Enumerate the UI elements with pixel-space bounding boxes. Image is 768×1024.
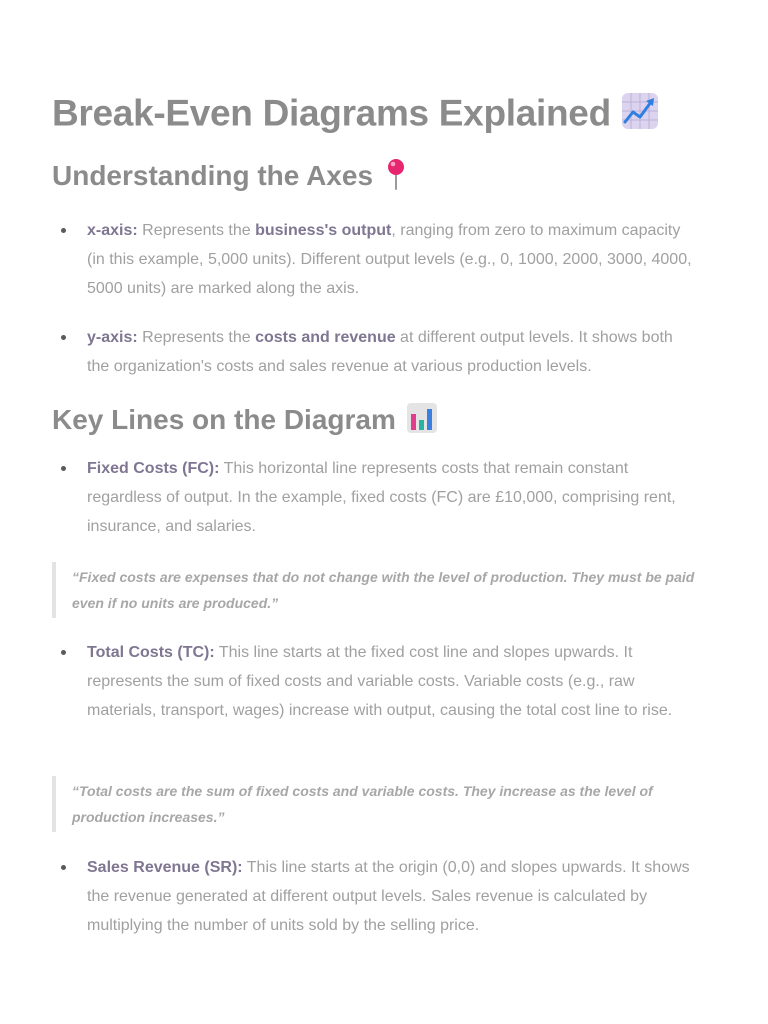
term-label: Total Costs (TC):: [87, 644, 215, 661]
fixed-costs-list: [52, 454, 692, 541]
bullet-dot: [61, 650, 66, 655]
total-costs-list: [52, 638, 692, 725]
sales-revenue-list: [52, 853, 692, 940]
axes-list: [52, 216, 692, 381]
item-text: This horizontal line represents costs that remain constant regardless of output. In the example, fixed costs (FC) are £10,000, comprising rent, insurance, and salaries.: [87, 460, 676, 535]
section-heading-axes-text: Understanding the Axes: [52, 159, 374, 191]
bullet-dot: [61, 865, 66, 870]
bar-chart-icon: [406, 402, 438, 441]
highlight-text: business's output: [255, 222, 392, 239]
term-label: Fixed Costs (FC):: [87, 460, 220, 477]
item-text: , ranging from zero to maximum capacity (in this example, 5,000 units). Different output levels (e.g., 0, 1000, 2000, 3000, 4000, 5000 units) are marked along the axis.: [87, 222, 692, 297]
quote-fixed-costs: “Fixed costs are expenses that do not change with the level of production. They must be paid even if no units are produced.”: [52, 562, 722, 618]
list-item-total-costs: [52, 638, 692, 725]
bullet-dot: [61, 228, 66, 233]
term-label: y-axis:: [87, 329, 138, 346]
chart-increasing-icon: [621, 92, 659, 139]
bullet-dot: [61, 335, 66, 340]
list-item-x-axis: [52, 216, 692, 303]
item-text: Represents the: [137, 222, 256, 239]
section-heading-axes: [52, 158, 409, 197]
list-item-y-axis: [52, 323, 692, 381]
section-heading-key-lines: [52, 402, 438, 441]
list-item-fixed-costs: [52, 454, 692, 541]
section-heading-key-lines-text: Key Lines on the Diagram: [52, 403, 396, 435]
page-title-text: Break-Even Diagrams Explained: [52, 92, 611, 134]
item-text: at different output levels. It shows both the organization's costs and sales revenue at various production levels.: [87, 329, 673, 375]
page-title: [52, 92, 659, 139]
item-text: This line starts at the fixed cost line and slopes upwards. It represents the sum of fixed costs and variable costs. Variable costs (e.g., raw materials, transport, wages) increase with output, causing the total cost line to rise.: [87, 644, 673, 719]
term-label: x-axis:: [87, 222, 138, 239]
quote-total-costs: “Total costs are the sum of fixed costs and variable costs. They increase as the level of production increases.”: [52, 776, 722, 832]
bullet-dot: [61, 466, 66, 471]
item-text: Represents the: [137, 329, 256, 346]
item-text: This line starts at the origin (0,0) and slopes upwards. It shows the revenue generated at different output levels. Sales revenue is calculated by multiplying the number of units sold by the selling price.: [87, 859, 690, 934]
list-item-sales-revenue: [52, 853, 692, 940]
round-pushpin-icon: [383, 158, 409, 197]
term-label: Sales Revenue (SR):: [87, 859, 243, 876]
highlight-text: costs and revenue: [255, 329, 396, 346]
